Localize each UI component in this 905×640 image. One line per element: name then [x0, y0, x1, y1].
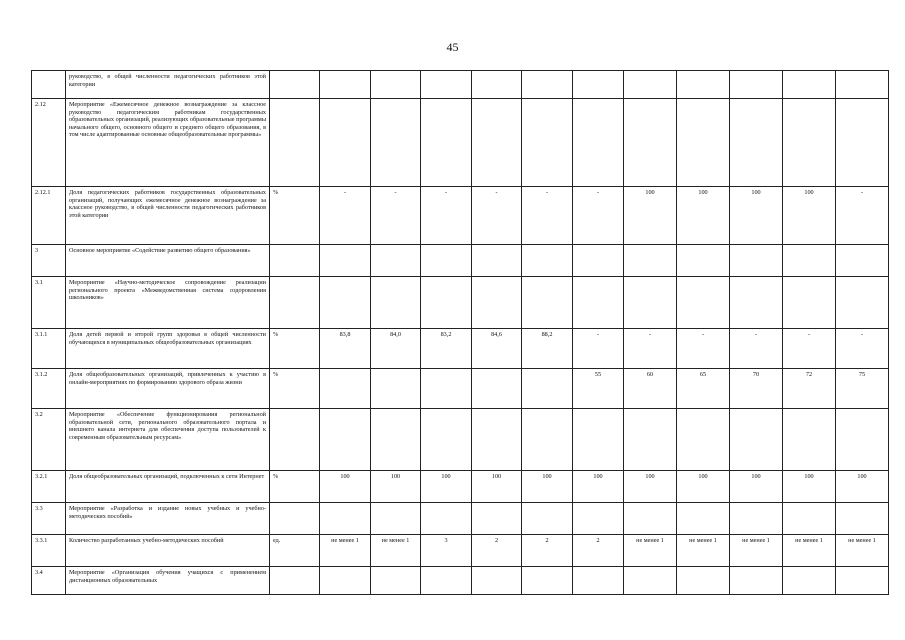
- value-cell: 100: [730, 471, 783, 503]
- table-row: [32, 99, 889, 187]
- row-unit: %: [270, 369, 320, 409]
- value-cell: 84,0: [371, 329, 421, 369]
- value-cell: [421, 245, 472, 277]
- value-cell: [677, 409, 730, 471]
- value-cell: -: [573, 329, 624, 369]
- row-description: Мероприятие «Ежемесячное денежное вознаграждение за классное руководство педагогическим работникам государственных образовательных организаций, реализующих образовательные программы начального общего, основного общего и среднего общего образования, в том числе адаптированные основные общеобразовательные программы»: [66, 99, 270, 187]
- row-description: Мероприятие «Научно-методическое сопровождение реализации регионального проекта «Межведомственная система оздоровления школьников»: [66, 277, 270, 329]
- row-unit: %: [270, 187, 320, 245]
- value-cell: 100: [677, 471, 730, 503]
- row-description: Доля педагогических работников государственных образовательных организаций, получающих ежемесячное денежное вознаграждение за классное руководство, в общей численности педагогических работников этой категории: [66, 187, 270, 245]
- value-cell: -: [677, 329, 730, 369]
- value-cell: -: [783, 329, 836, 369]
- value-cell: не менее 1: [371, 535, 421, 567]
- value-cell: [421, 409, 472, 471]
- value-cell: [522, 409, 573, 471]
- value-cell: [472, 369, 522, 409]
- value-cell: не менее 1: [783, 535, 836, 567]
- value-cell: 3: [421, 535, 472, 567]
- value-cell: [677, 567, 730, 595]
- table-row: [32, 535, 889, 567]
- value-cell: [730, 277, 783, 329]
- value-cell: -: [472, 187, 522, 245]
- table-row: [32, 329, 889, 369]
- value-cell: 70: [730, 369, 783, 409]
- row-unit: %: [270, 329, 320, 369]
- value-cell: [472, 567, 522, 595]
- value-cell: [573, 277, 624, 329]
- value-cell: не менее 1: [624, 535, 677, 567]
- value-cell: 100: [421, 471, 472, 503]
- value-cell: 100: [320, 471, 371, 503]
- row-number: 3.4: [32, 567, 66, 595]
- row-unit: [270, 71, 320, 99]
- value-cell: не менее 1: [836, 535, 889, 567]
- value-cell: не менее 1: [320, 535, 371, 567]
- value-cell: [836, 567, 889, 595]
- value-cell: [320, 567, 371, 595]
- row-unit: [270, 245, 320, 277]
- value-cell: [371, 71, 421, 99]
- value-cell: [371, 99, 421, 187]
- page-number: 45: [446, 40, 459, 54]
- value-cell: [624, 71, 677, 99]
- value-cell: [472, 409, 522, 471]
- value-cell: [472, 503, 522, 535]
- value-cell: [421, 369, 472, 409]
- value-cell: [320, 245, 371, 277]
- table-row: [32, 409, 889, 471]
- table-row: [32, 567, 889, 595]
- value-cell: 2: [522, 535, 573, 567]
- row-number: 3: [32, 245, 66, 277]
- value-cell: 100: [624, 471, 677, 503]
- value-cell: 100: [522, 471, 573, 503]
- value-cell: -: [573, 187, 624, 245]
- value-cell: [371, 245, 421, 277]
- value-cell: [573, 99, 624, 187]
- value-cell: [573, 71, 624, 99]
- table-row: [32, 471, 889, 503]
- row-description: руководство, в общей численности педагогических работников этой категории: [66, 71, 270, 99]
- value-cell: -: [421, 187, 472, 245]
- value-cell: -: [320, 187, 371, 245]
- value-cell: [730, 409, 783, 471]
- row-number: 2.12.1: [32, 187, 66, 245]
- value-cell: [573, 567, 624, 595]
- value-cell: [472, 99, 522, 187]
- row-description: Основное мероприятие «Содействие развитию общего образования»: [66, 245, 270, 277]
- value-cell: 2: [472, 535, 522, 567]
- value-cell: 84,6: [472, 329, 522, 369]
- table-row: [32, 503, 889, 535]
- value-cell: [783, 71, 836, 99]
- value-cell: [677, 277, 730, 329]
- value-cell: 55: [573, 369, 624, 409]
- value-cell: [836, 245, 889, 277]
- value-cell: 88,2: [522, 329, 573, 369]
- value-cell: 72: [783, 369, 836, 409]
- row-number: 3.1: [32, 277, 66, 329]
- value-cell: [522, 567, 573, 595]
- value-cell: [730, 99, 783, 187]
- value-cell: [783, 99, 836, 187]
- value-cell: [320, 71, 371, 99]
- value-cell: [783, 567, 836, 595]
- value-cell: [836, 409, 889, 471]
- value-cell: [421, 277, 472, 329]
- value-cell: [836, 277, 889, 329]
- row-description: Количество разработанных учебно-методических пособий: [66, 535, 270, 567]
- row-number: 3.3.1: [32, 535, 66, 567]
- value-cell: [730, 71, 783, 99]
- value-cell: не менее 1: [730, 535, 783, 567]
- value-cell: [730, 245, 783, 277]
- row-unit: %: [270, 471, 320, 503]
- value-cell: -: [522, 187, 573, 245]
- value-cell: 2: [573, 535, 624, 567]
- value-cell: [472, 245, 522, 277]
- value-cell: 75: [836, 369, 889, 409]
- value-cell: [624, 99, 677, 187]
- row-number: 3.1.1: [32, 329, 66, 369]
- table-row: [32, 369, 889, 409]
- value-cell: [320, 503, 371, 535]
- value-cell: [624, 277, 677, 329]
- value-cell: [320, 277, 371, 329]
- value-cell: 83,2: [421, 329, 472, 369]
- value-cell: [624, 409, 677, 471]
- value-cell: [522, 99, 573, 187]
- value-cell: [371, 409, 421, 471]
- value-cell: [624, 245, 677, 277]
- table-row: [32, 245, 889, 277]
- value-cell: не менее 1: [677, 535, 730, 567]
- value-cell: [371, 567, 421, 595]
- value-cell: [472, 71, 522, 99]
- value-cell: -: [836, 187, 889, 245]
- value-cell: [730, 503, 783, 535]
- value-cell: [573, 245, 624, 277]
- row-description: Мероприятие «Разработка и издание новых учебных и учебно-методических пособий»: [66, 503, 270, 535]
- value-cell: [624, 567, 677, 595]
- row-unit: [270, 503, 320, 535]
- value-cell: [573, 409, 624, 471]
- value-cell: 100: [730, 187, 783, 245]
- value-cell: [677, 245, 730, 277]
- row-number: 3.3: [32, 503, 66, 535]
- value-cell: -: [730, 329, 783, 369]
- value-cell: [522, 71, 573, 99]
- value-cell: [371, 277, 421, 329]
- value-cell: [320, 409, 371, 471]
- value-cell: 100: [677, 187, 730, 245]
- value-cell: [677, 99, 730, 187]
- value-cell: [836, 99, 889, 187]
- row-number: 3.2.1: [32, 471, 66, 503]
- row-number: 3.1.2: [32, 369, 66, 409]
- value-cell: 100: [472, 471, 522, 503]
- row-unit: ед.: [270, 535, 320, 567]
- indicators-table: [31, 70, 889, 595]
- value-cell: 100: [783, 187, 836, 245]
- table-row: [32, 277, 889, 329]
- row-number: 3.2: [32, 409, 66, 471]
- value-cell: -: [624, 329, 677, 369]
- value-cell: [573, 503, 624, 535]
- value-cell: [677, 503, 730, 535]
- value-cell: 100: [624, 187, 677, 245]
- value-cell: [522, 277, 573, 329]
- row-unit: [270, 99, 320, 187]
- row-unit: [270, 277, 320, 329]
- value-cell: [836, 71, 889, 99]
- value-cell: [783, 277, 836, 329]
- table-row: [32, 71, 889, 99]
- value-cell: 100: [371, 471, 421, 503]
- row-description: Доля детей первой и второй групп здоровья в общей численности обучающихся в муниципальных общеобразовательных организациях: [66, 329, 270, 369]
- row-description: Доля общеобразовательных организаций, подключенных к сети Интернет: [66, 471, 270, 503]
- value-cell: [730, 567, 783, 595]
- value-cell: [421, 503, 472, 535]
- value-cell: [320, 99, 371, 187]
- value-cell: -: [836, 329, 889, 369]
- value-cell: [421, 99, 472, 187]
- row-description: Мероприятие «Обеспечение функционирования региональной образовательной сети, регионального образовательного портала и внешнего канала интернета для обеспечения доступа пользователей к современным образовательным ресурсам»: [66, 409, 270, 471]
- row-unit: [270, 567, 320, 595]
- row-number: 2.12: [32, 99, 66, 187]
- value-cell: [677, 71, 730, 99]
- value-cell: 100: [573, 471, 624, 503]
- value-cell: [522, 369, 573, 409]
- value-cell: 65: [677, 369, 730, 409]
- value-cell: [783, 409, 836, 471]
- value-cell: [320, 369, 371, 409]
- row-unit: [270, 409, 320, 471]
- value-cell: [522, 245, 573, 277]
- value-cell: [522, 503, 573, 535]
- value-cell: [472, 277, 522, 329]
- value-cell: 83,8: [320, 329, 371, 369]
- value-cell: [783, 245, 836, 277]
- value-cell: -: [371, 187, 421, 245]
- value-cell: [371, 503, 421, 535]
- value-cell: [624, 503, 677, 535]
- value-cell: [783, 503, 836, 535]
- value-cell: [421, 567, 472, 595]
- value-cell: [836, 503, 889, 535]
- value-cell: 100: [783, 471, 836, 503]
- value-cell: [421, 71, 472, 99]
- table-row: [32, 187, 889, 245]
- value-cell: 100: [836, 471, 889, 503]
- row-description: Доля общеобразовательных организаций, привлеченных к участию в онлайн-мероприятиях по формированию здорового образа жизни: [66, 369, 270, 409]
- row-number: [32, 71, 66, 99]
- row-description: Мероприятие «Организация обучения учащихся с применением дистанционных образовательных: [66, 567, 270, 595]
- value-cell: [371, 369, 421, 409]
- value-cell: 60: [624, 369, 677, 409]
